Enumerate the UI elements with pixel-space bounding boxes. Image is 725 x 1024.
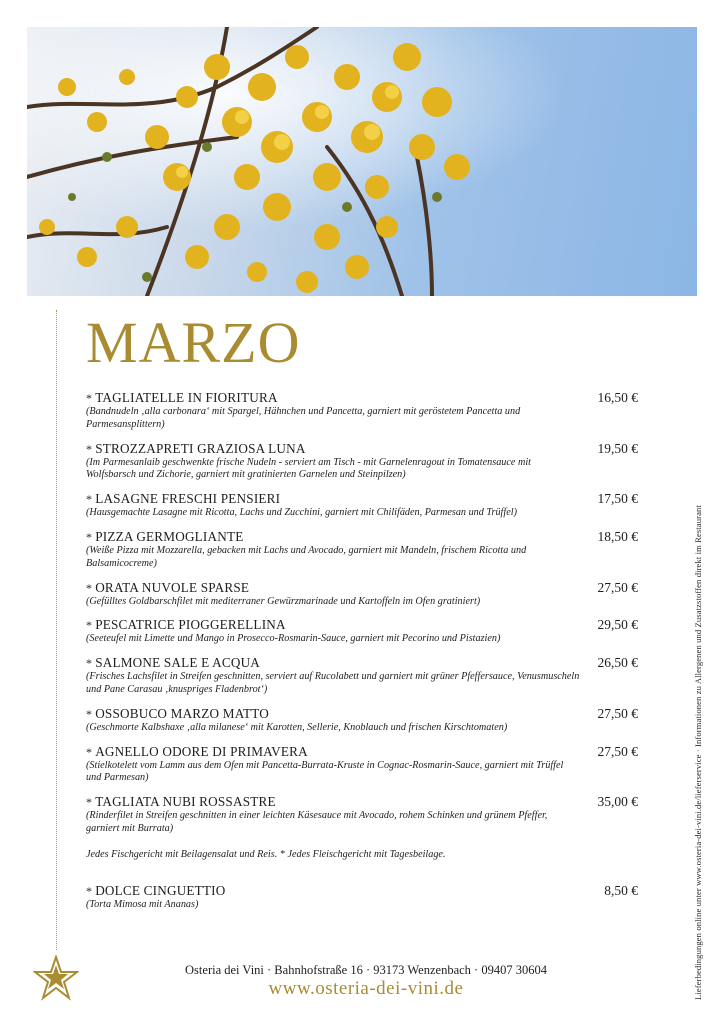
hero-image-mimosa: [27, 27, 697, 296]
side-dish-note: Jedes Fischgericht mit Beilagensalat und Reis. * Jedes Fleischgericht mit Tagesbeilage.: [86, 848, 446, 860]
item-name: AGNELLO ODORE DI PRIMAVERA: [95, 743, 308, 759]
item-description: (Weiße Pizza mit Mozzarella, gebacken mit Lachs und Avocado, garniert mit Mandeln, frischem Ricotta und Balsamicocreme): [86, 544, 527, 569]
menu-item: [86, 441, 646, 483]
item-description: (Frisches Lachsfilet in Streifen geschnitten, serviert auf Rucolabett und garniert mit grüner Pfeffersauce, Venusmuscheln und Pane Carasau ‚knuspriges Fladenbrot‘): [86, 671, 580, 695]
item-price: 27,50 €: [597, 705, 638, 721]
asterisk-icon: *: [86, 492, 93, 507]
asterisk-icon: *: [86, 441, 93, 456]
footer-website-link[interactable]: www.osteria-dei-vini.de: [268, 978, 464, 999]
menu-item: [86, 744, 646, 786]
asterisk-icon: *: [86, 883, 93, 898]
item-name: SALMONE SALE E ACQUA: [95, 655, 261, 671]
item-name: PIZZA GERMOGLIANTE: [95, 528, 244, 544]
item-price: 19,50 €: [597, 440, 638, 456]
menu-item: [86, 794, 646, 836]
item-price: 27,50 €: [597, 743, 638, 759]
item-description: (Bandnudeln ‚alla carbonara‘ mit Spargel, Hähnchen und Pancetta, garniert mit geröstetem Pancetta und Parmesansplittern): [86, 406, 521, 430]
item-description: (Im Parmesanlaib geschwenkte frische Nudeln - serviert am Tisch - mit Garnelenragout in Tomatensauce mit Wolfsbarsch und Zichorie, garniert mit gratinierten Garnelen und Steinpilzen): [86, 456, 531, 481]
item-price: 35,00 €: [597, 794, 638, 810]
asterisk-icon: *: [86, 795, 93, 810]
dessert-item: [86, 883, 646, 912]
vertical-dotted-line: [56, 310, 57, 950]
item-name: PESCATRICE PIOGGERELLINA: [95, 617, 286, 633]
page-title: MARZO: [86, 310, 301, 375]
menu-item: [86, 390, 646, 432]
item-price: 18,50 €: [597, 528, 638, 544]
delivery-info-vertical: Lieferbedingungen online unter www.osteria-dei-vini.de/lieferservice · Informationen zu Allergenen und Zusatzstoffen direkt im Restaurant: [693, 505, 703, 1000]
menu-item: [86, 529, 646, 571]
menu-list: [86, 390, 646, 921]
asterisk-icon: *: [86, 706, 93, 721]
item-name: STROZZAPRETI GRAZIOSA LUNA: [95, 440, 306, 456]
menu-item: [86, 491, 646, 520]
item-price: 26,50 €: [597, 655, 638, 671]
asterisk-icon: *: [86, 744, 93, 759]
item-price: 17,50 €: [597, 491, 638, 507]
mimosa-branch-illustration: [27, 27, 697, 296]
menu-item: [86, 655, 646, 697]
item-price: 27,50 €: [597, 579, 638, 595]
item-description: (Geschmorte Kalbshaxe ‚alla milanese‘ mit Karotten, Sellerie, Knoblauch und frischen Kirschtomaten): [86, 721, 508, 733]
item-name: DOLCE CINGUETTIO: [95, 882, 226, 898]
item-name: TAGLIATA NUBI ROSSASTRE: [95, 794, 276, 810]
item-name: LASAGNE FRESCHI PENSIERI: [95, 491, 281, 507]
item-description: (Stielkotelett vom Lamm aus dem Ofen mit Pancetta-Burrata-Kruste in Cognac-Rosmarin-Sauce, garniert mit Trüffel und Parmesan): [86, 759, 564, 784]
item-price: 29,50 €: [597, 617, 638, 633]
menu-item: [86, 580, 646, 609]
item-description: (Torta Mimosa mit Ananas): [86, 898, 199, 910]
item-price: 8,50 €: [604, 882, 638, 898]
item-description: (Seeteufel mit Limette und Mango in Prosecco-Rosmarin-Sauce, garniert mit Pecorino und Pistazien): [86, 633, 501, 645]
menu-item: [86, 617, 646, 646]
item-description: (Rinderfilet in Streifen geschnitten in einer leichten Käsesauce mit Avocado, rohem Schinken und grünem Pfeffer, garniert mit Burrata): [86, 810, 548, 834]
item-description: (Gefülltes Goldbarschfilet mit mediterraner Gewürzmarinade und Kartoffeln im Ofen gratiniert): [86, 595, 481, 607]
asterisk-icon: *: [86, 580, 93, 595]
item-name: TAGLIATELLE IN FIORITURA: [95, 390, 278, 405]
item-name: ORATA NUVOLE SPARSE: [95, 579, 250, 595]
asterisk-icon: *: [86, 391, 93, 405]
item-name: OSSOBUCO MARZO MATTO: [95, 705, 269, 721]
item-price: 16,50 €: [597, 390, 638, 405]
menu-item: [86, 706, 646, 735]
asterisk-icon: *: [86, 529, 93, 544]
star-icon: [33, 955, 79, 1001]
asterisk-icon: *: [86, 656, 93, 671]
asterisk-icon: *: [86, 618, 93, 633]
footer-address: Osteria dei Vini · Bahnhofstraße 16 · 93173 Wenzenbach · 09407 30604: [185, 963, 547, 977]
item-description: (Hausgemachte Lasagne mit Ricotta, Lachs und Zucchini, garniert mit Chilifäden, Parmesan und Trüffel): [86, 507, 517, 519]
